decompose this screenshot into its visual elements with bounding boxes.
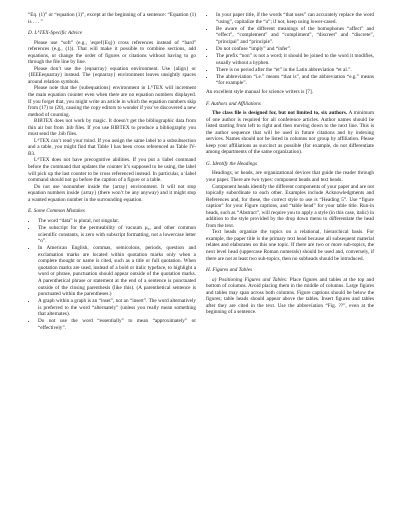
paragraph: Component heads identify the different components of your paper and are not topically subordinate to each other. Examples include Acknowledgments and References and, for these, the correct style to use is “Heading 5”. Use “figure caption” for your Figure captions, and “table head” for your table title. Run-in heads, such as “Abstract”, will require you to apply a style (in this case, italic) in addition to the style provided by the drop down menu to differentiate the head from the text. (206, 183, 374, 229)
paragraph: Please use “soft” (e.g., \eqref{Eq}) cross references instead of “hard” references (e.g., (1)). That will make it possible to combine sections, add equations, or change the order of figures or citations without having to go through the file line by line. (28, 39, 196, 66)
paragraph-text: Place figures and tables at the top and bottom of columns. Avoid placing them in the middle of columns. Large figures and tables may span across both columns. Figure captions should be below the figures; table heads should appear above the tables. Insert figures and tables after they are cited in the text. Use the abbreviation “Fig. ??”, even at the beginning of a sentence. (206, 276, 374, 316)
right-column (206, 12, 374, 316)
section-heading-latex-advice: D. LᴬTEX-Specific Advice (28, 30, 83, 37)
list-item: • Do not use the word “essentially” to mean “approximately” or “effectively”. (37, 318, 196, 331)
paragraph: “Eq. (1)” or “equation (1)”, except at the beginning of a sentence: “Equation (1) is . . . ” (28, 12, 196, 25)
list-item: • A graph within a graph is an “inset”, not an “insert”. The word alternatively is preferred to the word “alternately” (unless you really mean something that alternates). (37, 298, 196, 318)
list-item: • The abbreviation “i.e.” means “that is”, and the abbreviation “e.g.” means “for example”. (215, 74, 374, 87)
list-item: • Do not confuse “imply” and “infer”. (215, 46, 374, 53)
paragraph: Text heads organize the topics on a relational, hierarchical basis. For example, the paper title is the primary text head because all subsequent material relates and elaborates on this one topic. If there are two or more sub-topics, the next level head (uppercase Roman numerals) should be used and, conversely, if there are not at least two sub-topics, then no subheads should be introduced. (206, 229, 374, 262)
paragraph (206, 110, 374, 156)
list-item: • The word “data” is plural, not singular. (37, 218, 196, 225)
paragraph: Headings, or heads, are organizational devices that guide the reader through your paper. There are two types: component heads and text heads. (206, 170, 374, 183)
list-item: • The subscript for the permeability of vacuum μ₀, and other common scientific constants, is zero with subscript formatting, not a lowercase letter “o”. (37, 225, 196, 245)
section-heading-headings: G. Identify the Headings (206, 160, 257, 167)
run-in-heading: a) Positioning Figures and Tables: (212, 276, 288, 283)
section-heading-figures-tables: H. Figures and Tables (206, 267, 253, 274)
list-item: • In your paper title, if the words “that uses” can accurately replace the word “using”, capitalize the “u”; if not, keep using lower-cased. (215, 12, 374, 25)
bold-lead: The class file is designed for, but not limited to, six authors. (212, 110, 348, 117)
section-heading-common-mistakes: E. Some Common Mistakes (28, 208, 85, 215)
list-item: • Be aware of the different meanings of the homophones “affect” and “effect”, “complement” and “compliment”, “discreet” and “discrete”, “principal” and “principle”. (215, 26, 374, 46)
paragraph: Do not use \nonumber inside the {array} environment. It will not stop equation numbers inside {array} (there won’t be any anyway) and it might stop a wanted equation number in the surrounding equation. (28, 183, 196, 203)
list-item: • In American English, commas, semicolons, periods, question and exclamation marks are located within quotation marks only when a complete thought or name is cited, such as a title or full quotation. When quotation marks are used, instead of a bold or italic typeface, to highlight a word or phrase, punctuation should appear outside of the quotation marks. A parenthetical phrase or statement at the end of a sentence is punctuated outside of the closing parenthesis (like this). (A parenthetical sentence is punctuated within the parentheses.) (37, 245, 196, 297)
paragraph: Please note that the {subequations} environment in LᴬTEX will increment the main equation counter even when there are no equation numbers displayed. If you forget that, you might write an article in which the equation numbers skip from (17) to (20), causing the copy editors to wonder if you’ve discovered a new method of counting. (28, 85, 196, 118)
paragraph: An excellent style manual for science writers is [7]. (206, 88, 314, 95)
paragraph (206, 277, 374, 316)
paragraph: Please don’t use the {eqnarray} equation environment. Use {align} or {IEEEeqnarray} instead. The {eqnarray} environment leaves unsightly spaces around relation symbols. (28, 65, 196, 85)
list-item: • There is no period after the “et” in the Latin abbreviation “et al.”. (215, 67, 374, 74)
paragraph: LᴬTEX does not have precognitive abilities. If you put a \label command before the command that updates the counter it’s supposed to be using, the label will pick up the last counter to be cross referenced instead. In particular, a \label command should not go before the caption of a figure or a table. (28, 157, 196, 184)
left-column (28, 12, 196, 334)
mistakes-list (28, 218, 196, 332)
paragraph: LᴬTEX can’t read your mind. If you assign the same label to a subsubsection and a table, you might find that Table I has been cross referenced as Table IV-B3. (28, 137, 196, 157)
paragraph: BIBTEX does not work by magic. It doesn’t get the bibliographic data from thin air but from .bib files. If you use BIBTEX to produce a bibliography you must send the .bib files. (28, 118, 196, 138)
section-heading-authors: F. Authors and Affiliations (206, 100, 261, 107)
mistakes-list-continued (206, 12, 374, 87)
paragraph-text: A minimum of one author is required for all conference articles. Author names should be listed starting from left to right and then moving down to the next line. This is the author sequence that will be used in future citations and by indexing services. Names should not be listed in columns nor group by affiliation. Please keep your affiliations as succinct as possible (for example, do not differentiate among departments of the same organization). (206, 110, 374, 156)
list-item: • The prefix “non” is not a word; it should be joined to the word it modifies, usually without a hyphen. (215, 53, 374, 66)
